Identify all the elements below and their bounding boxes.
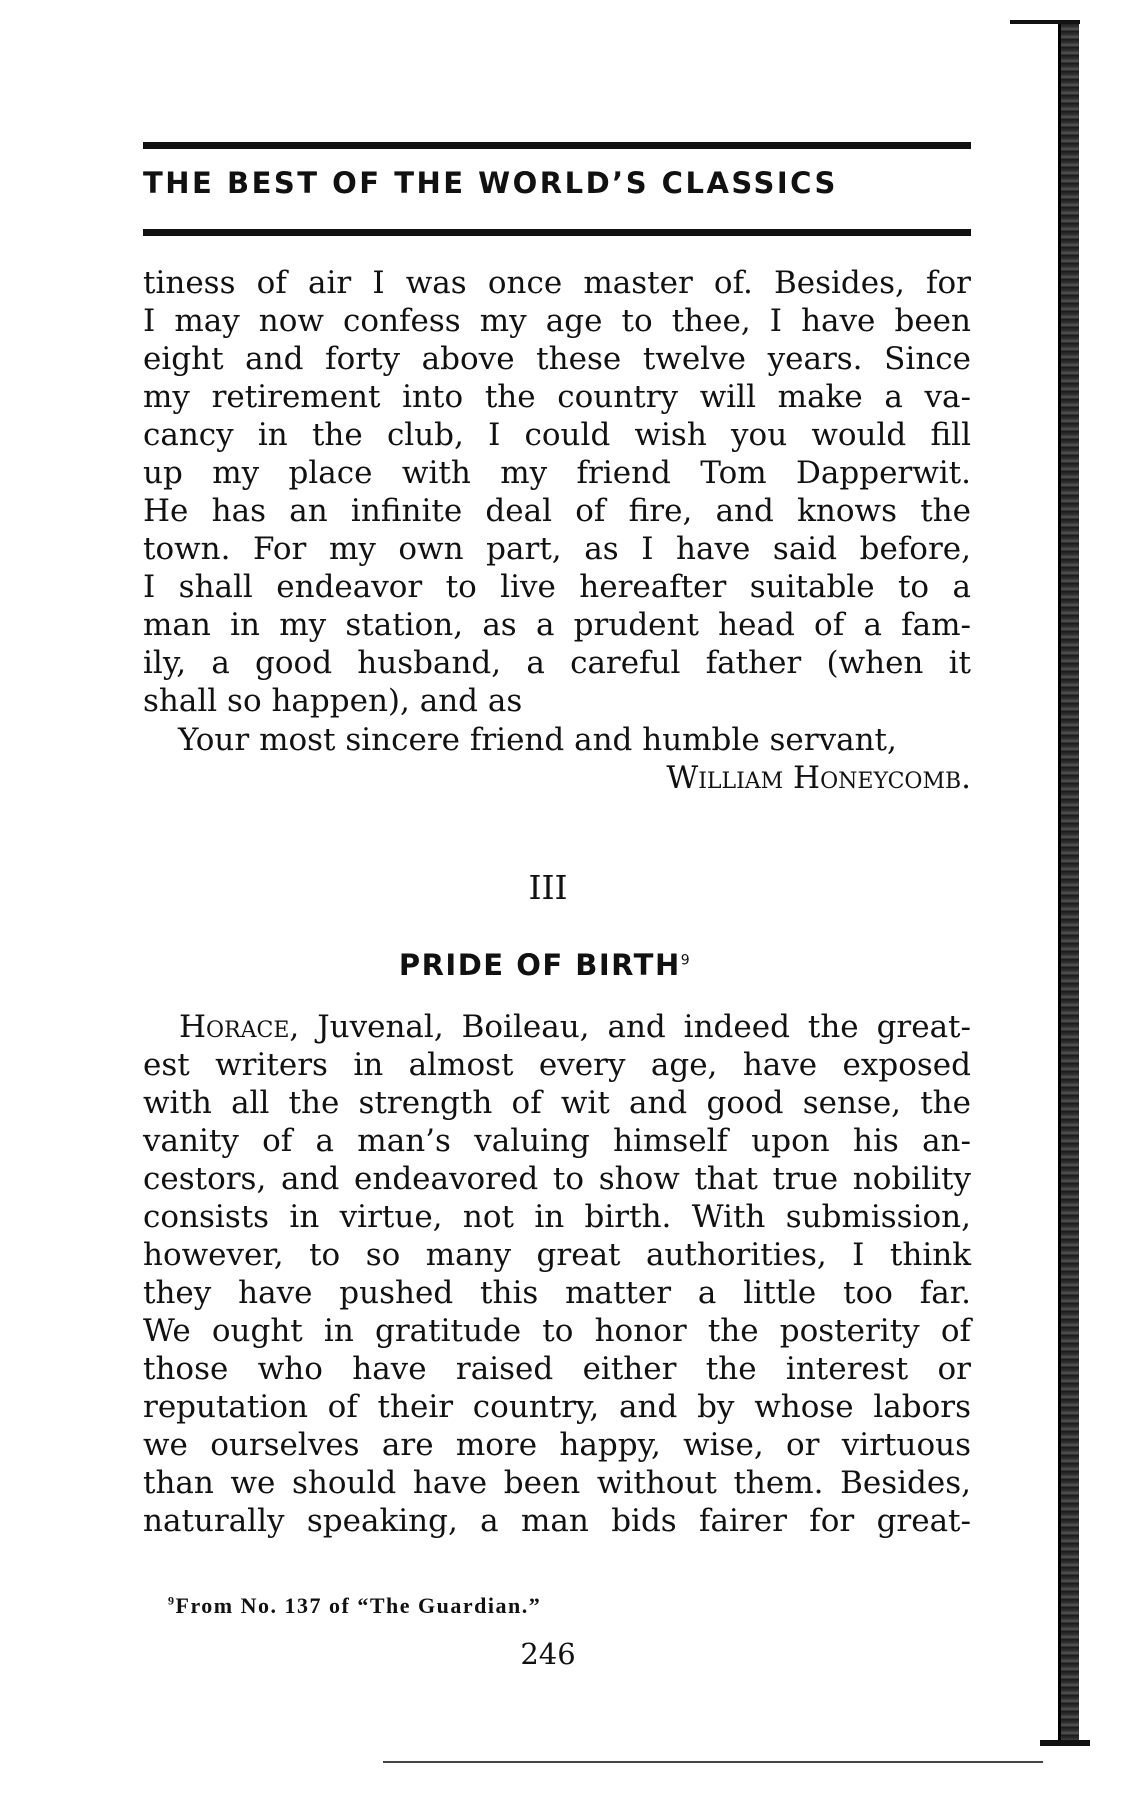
footnote-number: 9 — [168, 1593, 176, 1608]
header-rule-top — [143, 142, 971, 149]
text-line: We ought in gratitude to honor the posterity of — [143, 1313, 971, 1349]
text-line: reputation of their country, and by whose labors — [143, 1389, 971, 1425]
section-title: PRIDE OF BIRTH$^9$ — [398, 948, 692, 982]
text-line: vanity of a man’s valuing himself upon his an- — [143, 1123, 971, 1159]
text-line: than we should have been without them. Besides, — [143, 1465, 971, 1501]
text-line: we ourselves are more happy, wise, or virtuous — [143, 1427, 971, 1463]
text-line: I may now confess my age to thee, I have been — [143, 303, 971, 339]
running-head: THE BEST OF THE WORLD’S CLASSICS — [143, 166, 838, 200]
section-number: III — [528, 868, 568, 907]
text-line: ily, a good husband, a careful father (when it — [143, 645, 971, 681]
binding-edge-bottom — [1040, 1740, 1090, 1746]
text-line: up my place with my friend Tom Dapperwit. — [143, 455, 971, 491]
letter-signature: William Honeycomb. — [666, 760, 971, 796]
text-line: eight and forty above these twelve years. Since — [143, 341, 971, 377]
first-word: Horace, — [179, 1009, 300, 1045]
footnote-marker: 9 — [680, 952, 692, 969]
text-line: however, to so many great authorities, I think — [143, 1237, 971, 1273]
text-line: shall so happen), and as — [143, 683, 523, 719]
text-line: with all the strength of wit and good sense, the — [143, 1085, 971, 1121]
text-line: Horace, Juvenal, Boileau, and indeed the great- — [179, 1009, 971, 1045]
page-bottom-edge — [383, 1761, 1043, 1763]
text-line: I shall endeavor to live hereafter suitable to a — [143, 569, 971, 605]
text-line: those who have raised either the interest or — [143, 1351, 971, 1387]
footnote: $^9$From No. 137 of “The Guardian.” — [168, 1593, 542, 1618]
letter-text — [143, 264, 971, 720]
page-number: 246 — [520, 1637, 576, 1671]
text-line: town. For my own part, as I have said before, — [143, 531, 971, 567]
text-line: they have pushed this matter a little too far. — [143, 1275, 971, 1311]
text-line: my retirement into the country will make a va- — [143, 379, 971, 415]
text-line: tiness of air I was once master of. Besides, for — [143, 265, 971, 301]
text-line: est writers in almost every age, have exposed — [143, 1047, 971, 1083]
text-line: He has an infinite deal of fire, and knows the — [143, 493, 971, 529]
header-rule-bottom — [143, 229, 971, 236]
essay-text — [143, 1008, 971, 1540]
text-line: naturally speaking, a man bids fairer for great- — [143, 1503, 971, 1539]
text-line: cestors, and endeavored to show that true nobility — [143, 1161, 971, 1197]
letter-closing: Your most sincere friend and humble servant, — [178, 722, 897, 758]
text-line: consists in virtue, not in birth. With submission, — [143, 1199, 971, 1235]
text-line: cancy in the club, I could wish you would fill — [143, 417, 971, 453]
text-line: man in my station, as a prudent head of a fam- — [143, 607, 971, 643]
